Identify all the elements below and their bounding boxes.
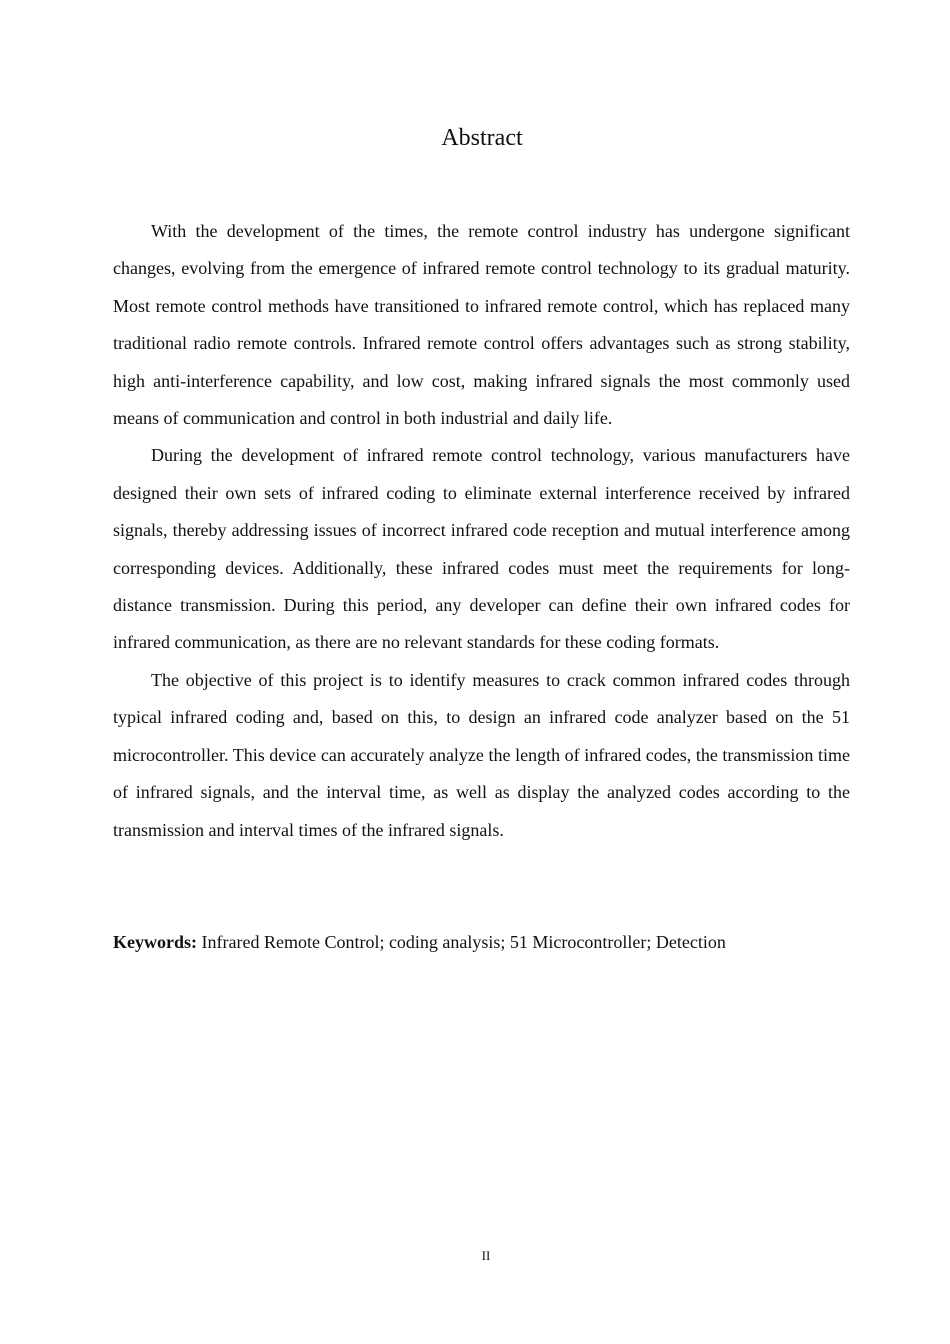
abstract-paragraph-2: During the development of infrared remote control technology, various manufacturers have designed their own sets of infrared coding to eliminate external interference received by infrared signals, thereby addressing issues of incorrect infrared code reception and mutual interference among corresponding devices. Additionally, these infrared codes must meet the requirements for long-distance transmission. During this period, any developer can define their own infrared codes for infrared communication, as there are no relevant standards for these coding formats.: [113, 445, 850, 653]
keywords-text: Infrared Remote Control; coding analysis; 51 Microcontroller; Detection: [197, 932, 726, 952]
abstract-paragraph-3: The objective of this project is to identify measures to crack common infrared codes through typical infrared coding and, based on this, to design an infrared code analyzer based on the 51 microcontroller. This device can accurately analyze the length of infrared codes, the transmission time of infrared signals, and the interval time, as well as display the analyzed codes according to the transmission and interval times of the infrared signals.: [113, 669, 850, 840]
keywords-line: [113, 924, 850, 960]
abstract-body: [113, 213, 850, 849]
abstract-paragraph-1: With the development of the times, the remote control industry has undergone significant changes, evolving from the emergence of infrared remote control technology to its gradual maturity. Most remote control methods have transitioned to infrared remote control, which has replaced many traditional radio remote controls. Infrared remote control offers advantages such as strong stability, high anti-interference capability, and low cost, making infrared signals the most commonly used means of communication and control in both industrial and daily life.: [113, 221, 850, 429]
page-title: Abstract: [441, 125, 523, 151]
keywords-label: Keywords:: [113, 932, 197, 952]
page-number: II: [481, 1248, 491, 1263]
